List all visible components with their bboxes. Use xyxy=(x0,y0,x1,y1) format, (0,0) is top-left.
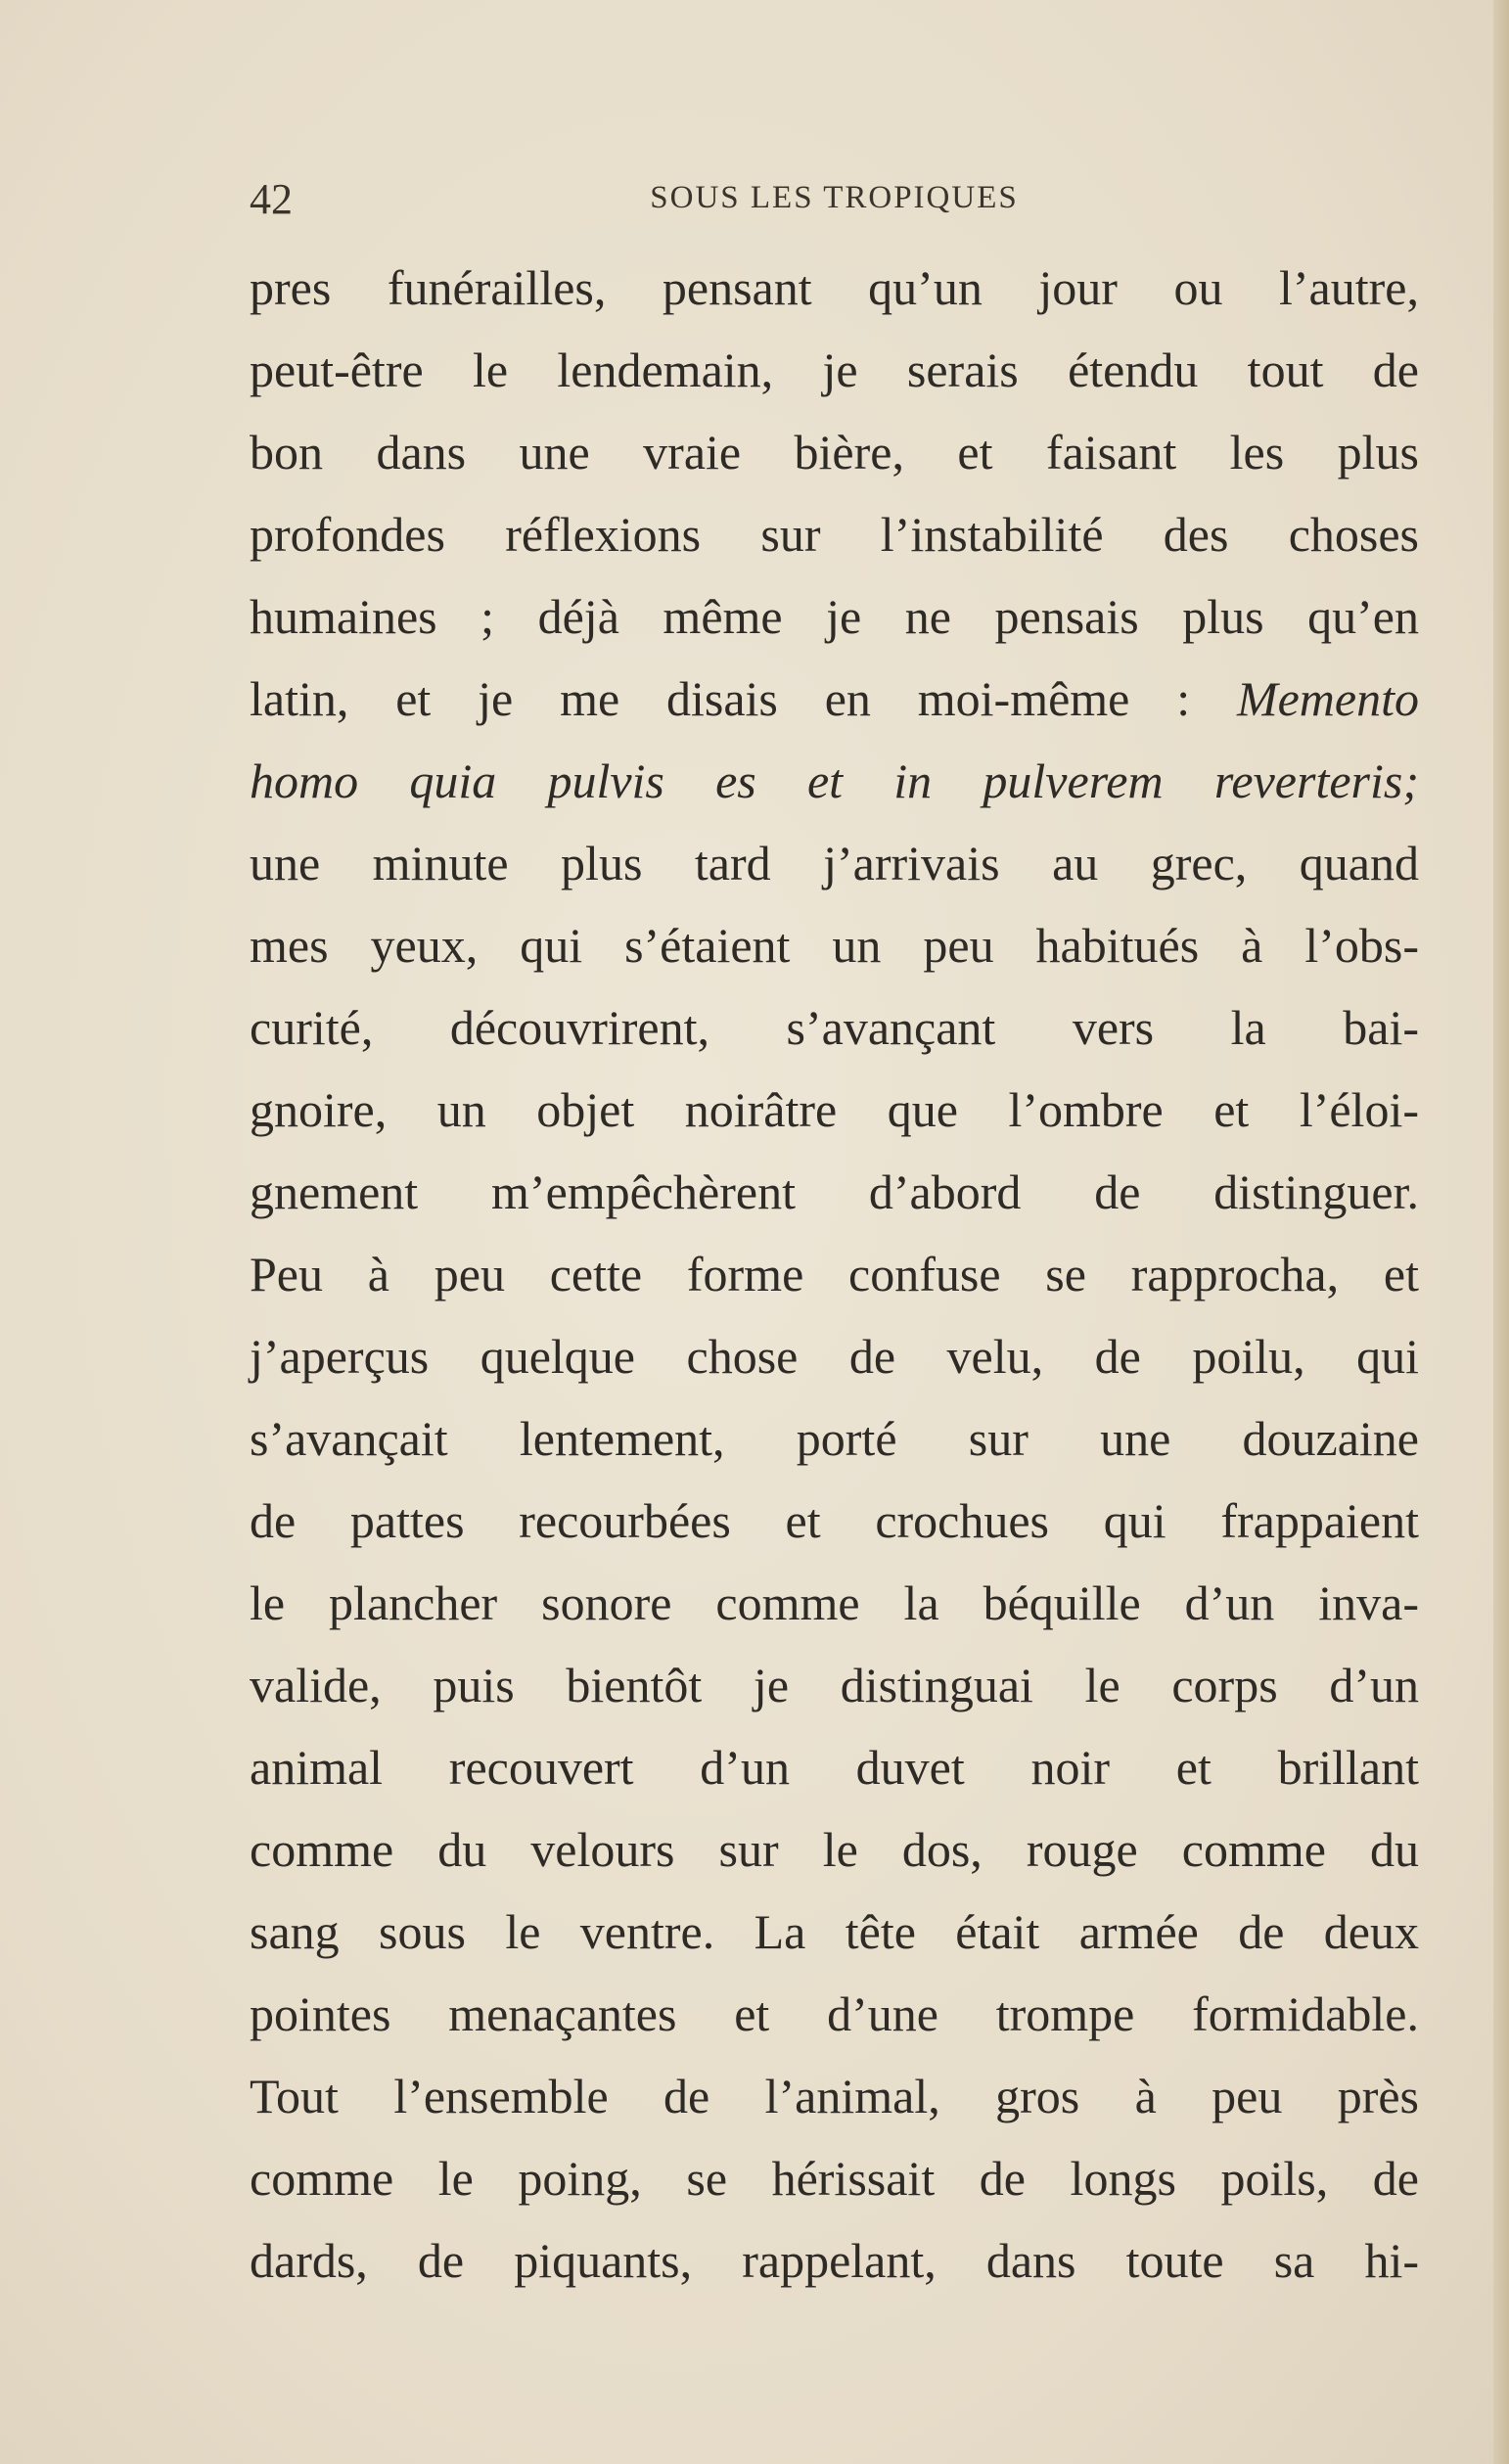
text-line: comme du velours sur le dos, rouge comme du xyxy=(250,1822,1419,1877)
text-line: comme le poing, se hérissait de longs poils, de xyxy=(250,2151,1419,2206)
text-line: de pattes recourbées et crochues qui frappaient xyxy=(250,1493,1419,1548)
text-line: humaines ; déjà même je ne pensais plus qu’en xyxy=(250,589,1419,644)
text-line: Tout l’ensemble de l’animal, gros à peu près xyxy=(250,2069,1419,2123)
text-line: j’aperçus quelque chose de velu, de poilu, qui xyxy=(250,1329,1419,1384)
body-text xyxy=(250,247,1419,2302)
text-line: peut-être le lendemain, je serais étendu tout de xyxy=(250,342,1419,397)
text-line: gnoire, un objet noirâtre que l’ombre et l’éloi- xyxy=(250,1082,1419,1137)
page-header xyxy=(250,174,1419,223)
text-line: curité, découvrirent, s’avançant vers la bai- xyxy=(250,1000,1419,1055)
text-line: bon dans une vraie bière, et faisant les plus xyxy=(250,425,1419,479)
text-line: animal recouvert d’un duvet noir et brillant xyxy=(250,1740,1419,1795)
text-line: le plancher sonore comme la béquille d’un inva- xyxy=(250,1575,1419,1630)
text-line: sang sous le ventre. La tête était armée de deux xyxy=(250,1904,1419,1959)
text-line: dards, de piquants, rappelant, dans toute sa hi- xyxy=(250,2233,1419,2288)
page-edge xyxy=(1493,0,1509,2464)
running-title: SOUS LES TROPIQUES xyxy=(650,180,1019,215)
text-line: s’avançait lentement, porté sur une douzaine xyxy=(250,1411,1419,1466)
text-line: une minute plus tard j’arrivais au grec, quand xyxy=(250,836,1419,890)
text-line: pres funérailles, pensant qu’un jour ou l’autre, xyxy=(250,260,1419,315)
text-line: gnement m’empêchèrent d’abord de distinguer. xyxy=(250,1164,1419,1219)
text-line: Peu à peu cette forme confuse se rapprocha, et xyxy=(250,1247,1419,1301)
text-line: valide, puis bientôt je distinguai le corps d’un xyxy=(250,1658,1419,1712)
text-line-italic: Memento xyxy=(1236,671,1419,726)
text-line: pointes menaçantes et d’une trompe formidable. xyxy=(250,1986,1419,2041)
text-line-italic: homo quia pulvis es et in pulverem reverteris; xyxy=(250,753,1419,808)
text-line xyxy=(250,658,1419,740)
text-line: mes yeux, qui s’étaient un peu habitués à l’obs- xyxy=(250,918,1419,973)
text-line: profondes réflexions sur l’instabilité des choses xyxy=(250,507,1419,562)
page-number: 42 xyxy=(250,175,293,223)
text-line-roman: latin, et je me disais en moi-même : xyxy=(250,671,1191,726)
